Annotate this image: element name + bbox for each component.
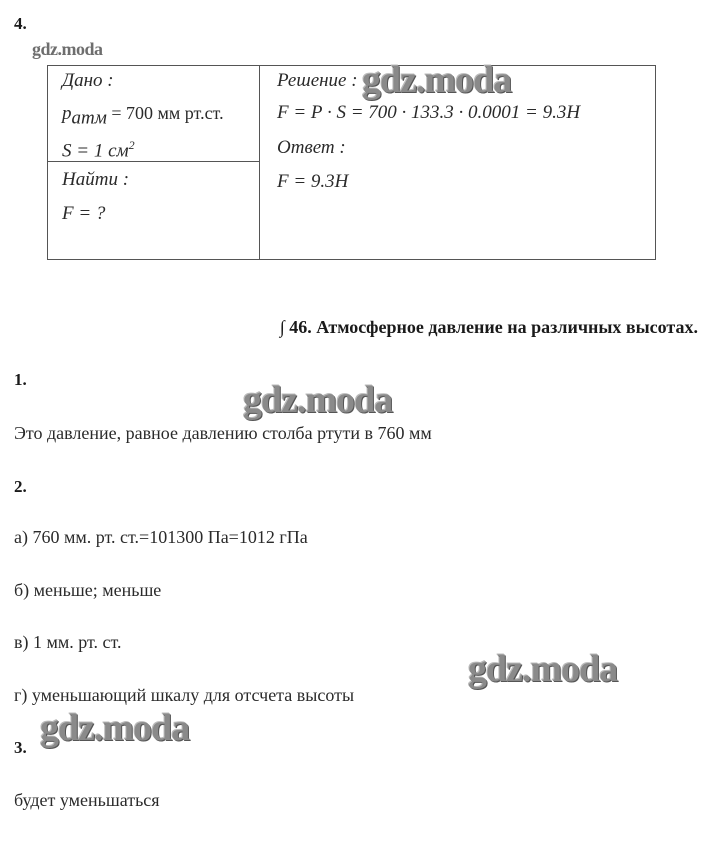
table-column-divider <box>259 65 260 260</box>
pressure-subscript: атм <box>71 107 107 129</box>
q2-answer-b: б) меньше; меньше <box>14 580 162 600</box>
find-label: Найти : <box>62 169 130 190</box>
answer-label: Ответ : <box>277 137 346 158</box>
watermark-q2: gdz.moda <box>468 648 618 690</box>
given-label: Дано : <box>62 70 114 91</box>
watermark-table: gdz.moda <box>362 59 512 101</box>
q2-answer-d: г) уменьшающий шкалу для отсчета высоты <box>14 685 355 705</box>
task-number-4: 4. <box>14 14 27 33</box>
q3-answer: будет уменьшаться <box>14 790 160 810</box>
watermark-q3: gdz.moda <box>40 707 190 749</box>
area-value: S = 1 см <box>62 140 129 162</box>
solution-formula: F = P · S = 700 · 133.3 · 0.0001 = 9.3H <box>277 102 581 123</box>
find-value: F = ? <box>62 203 106 224</box>
given-pressure <box>62 103 224 130</box>
answer-value: F = 9.3H <box>277 171 349 192</box>
solution-label: Решение : <box>277 70 358 91</box>
given-area <box>62 138 135 162</box>
question-number-2: 2. <box>14 477 27 496</box>
question-number-3: 3. <box>14 738 27 757</box>
section-heading: ∫ 46. Атмосферное давление на различных высотах. <box>279 317 698 337</box>
task-table <box>47 65 656 260</box>
watermark-q1: gdz.moda <box>243 379 393 421</box>
pressure-value: = 700 мм рт.ст. <box>106 103 224 123</box>
q2-answer-a: а) 760 мм. рт. ст.=101300 Па=1012 гПа <box>14 527 308 547</box>
q2-answer-c: в) 1 мм. рт. ст. <box>14 632 122 652</box>
pressure-symbol: p <box>62 103 72 124</box>
q1-answer: Это давление, равное давлению столба ртути в 760 мм <box>14 423 432 443</box>
watermark-small: gdz.moda <box>32 39 103 59</box>
question-number-1: 1. <box>14 370 27 389</box>
area-exponent: 2 <box>128 138 135 152</box>
